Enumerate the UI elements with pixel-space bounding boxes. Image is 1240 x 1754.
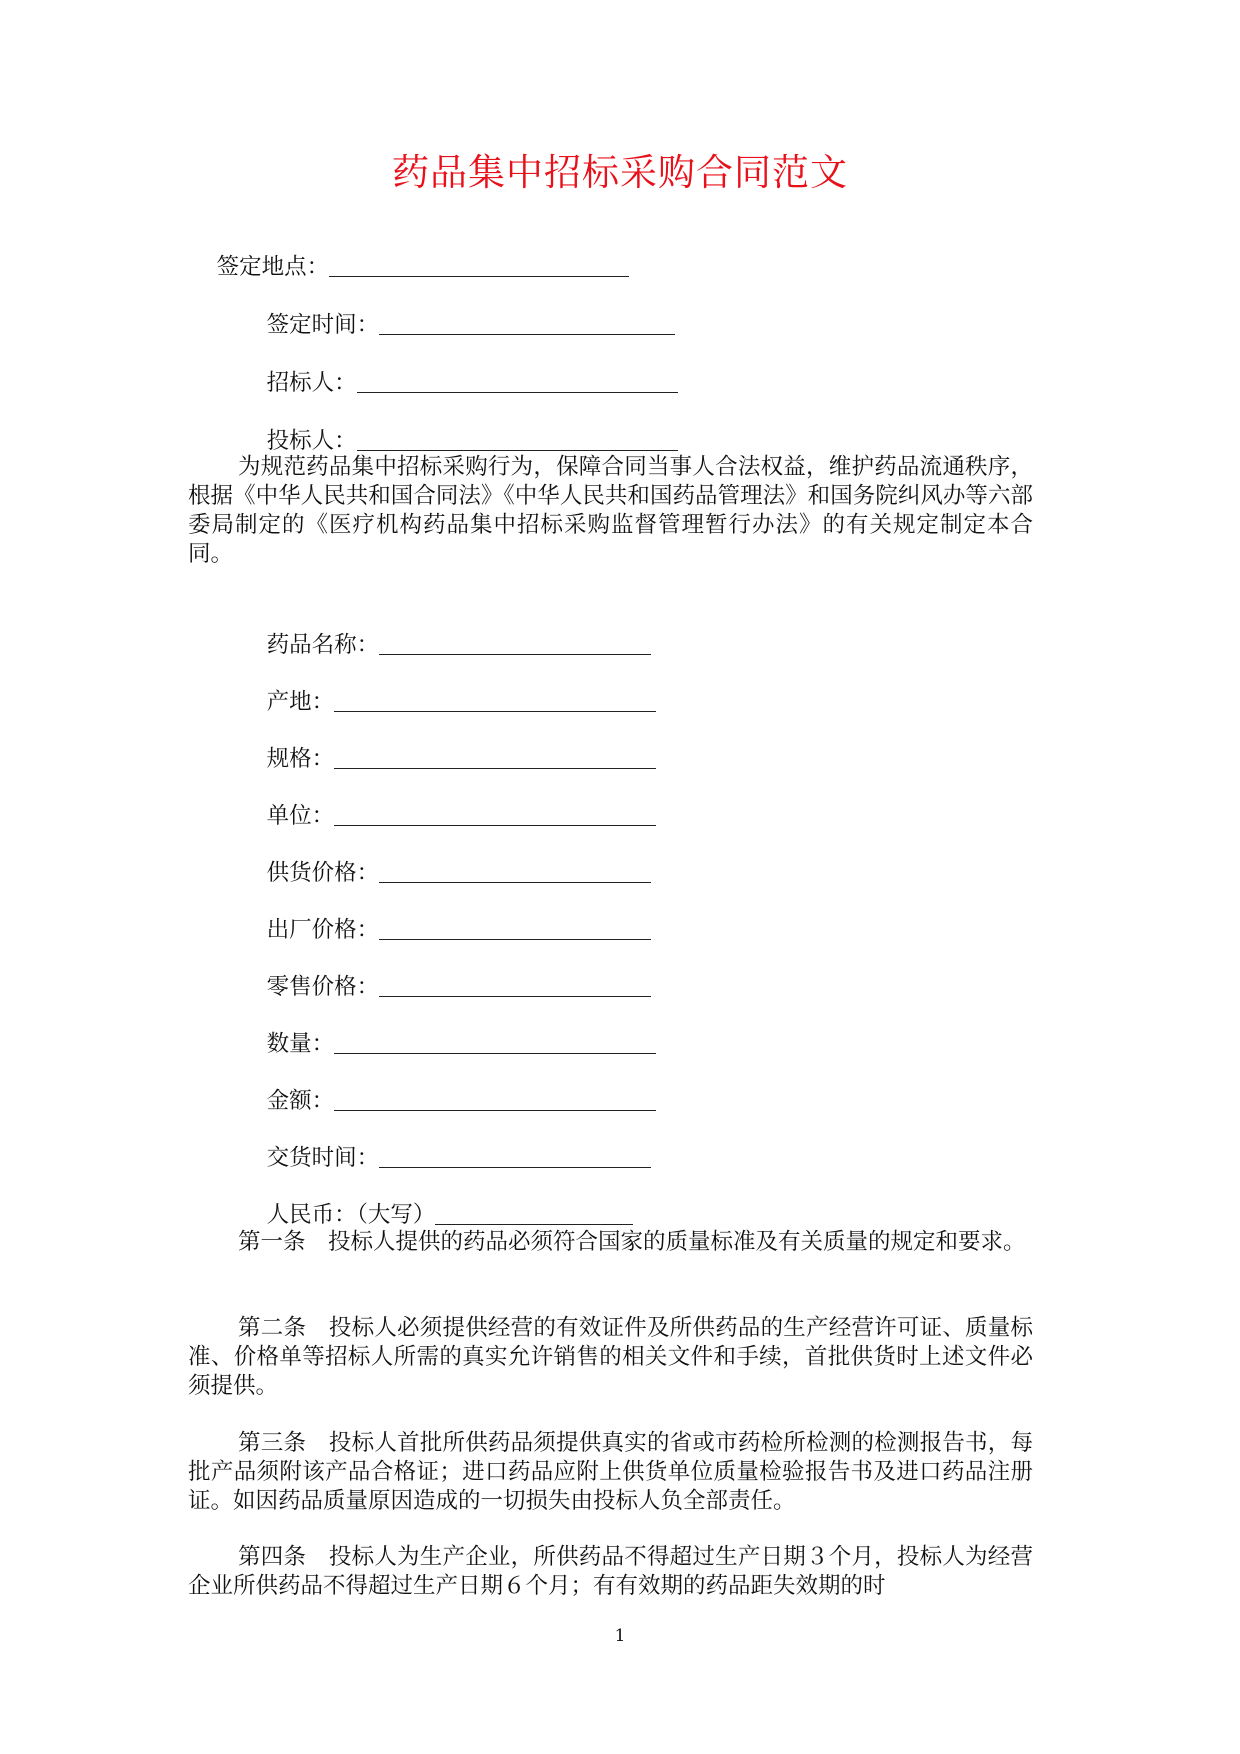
blank-line — [379, 917, 651, 940]
field-label: 人民币：（大写） — [266, 1202, 436, 1228]
blank-line — [329, 254, 629, 277]
intro-paragraph: 为规范药品集中招标采购行为，保障合同当事人合法权益，维护药品流通秩序，根据《中华人民共和国合同法》《中华人民共和国药品管理法》和国务院纠风办等六部委局制定的《医疗机构药品集中招标采购监督管理暂行办法》的有关规定制定本合同。 — [188, 454, 1033, 567]
article-3: 第三条 投标人首批所供药品须提供真实的省或市药检所检测的检测报告书，每批产品须附该产品合格证；进口药品应附上供货单位质量检验报告书及进口药品注册证。如因药品质量原因造成的一切损失由投标人负全部责任。 — [188, 1430, 1033, 1514]
field-label: 规格： — [266, 746, 335, 772]
blank-line — [379, 860, 651, 883]
field-label: 药品名称： — [266, 632, 380, 658]
field-label: 交货时间： — [266, 1145, 380, 1171]
field-label: 供货价格： — [266, 860, 380, 886]
field-label: 金额： — [266, 1088, 335, 1114]
article-1: 第一条 投标人提供的药品必须符合国家的质量标准及有关质量的规定和要求。 — [238, 1229, 1026, 1255]
field-label: 招标人： — [266, 370, 357, 396]
field-label: 签定地点： — [216, 254, 330, 280]
article-2: 第二条 投标人必须提供经营的有效证件及所供药品的生产经营许可证、质量标准、价格单等招标人所需的真实允许销售的相关文件和手续，首批供货时上述文件必须提供。 — [188, 1315, 1033, 1399]
blank-line — [334, 803, 656, 826]
field-label: 数量： — [266, 1031, 335, 1057]
article-4: 第四条 投标人为生产企业，所供药品不得超过生产日期３个月，投标人为经营企业所供药品不得超过生产日期６个月；有有效期的药品距失效期的时 — [188, 1544, 1033, 1599]
blank-line — [334, 689, 656, 712]
field-label: 单位： — [266, 803, 335, 829]
blank-line — [334, 746, 656, 769]
blank-line — [357, 428, 678, 451]
blank-line — [379, 974, 651, 997]
field-label: 零售价格： — [266, 974, 380, 1000]
blank-line — [357, 370, 678, 393]
field-label: 签定时间： — [266, 312, 380, 338]
document-title: 药品集中招标采购合同范文 — [392, 151, 848, 194]
blank-line — [379, 1145, 651, 1168]
field-label: 产地： — [266, 689, 335, 715]
field-label: 出厂价格： — [266, 917, 380, 943]
blank-line — [379, 312, 675, 335]
blank-line — [334, 1088, 656, 1111]
blank-line — [379, 632, 651, 655]
blank-line — [435, 1202, 633, 1225]
page-number: 1 — [614, 1626, 626, 1646]
field-label: 投标人： — [266, 428, 357, 454]
blank-line — [334, 1031, 656, 1054]
